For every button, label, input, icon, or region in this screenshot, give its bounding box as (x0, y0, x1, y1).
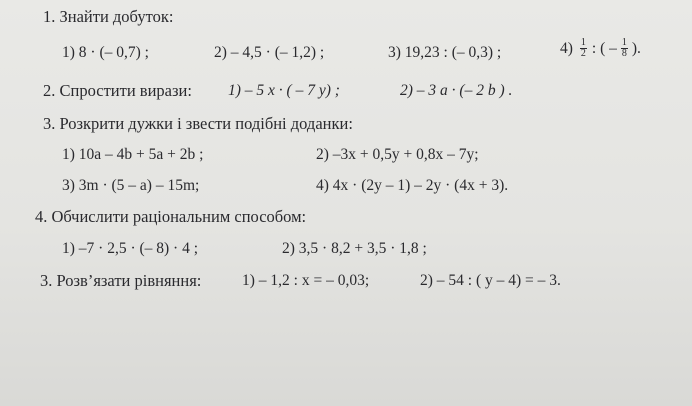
fraction-numerator: 1 (580, 37, 586, 48)
task-1-item-4-prefix: 4) (560, 39, 573, 57)
task-1-item-2: 2) – 4,5 · (– 1,2) ; (214, 44, 325, 61)
task-5-item-1: 1) – 1,2 : x = – 0,03; (242, 272, 370, 289)
task-4-item-2: 2) 3,5 · 8,2 + 3,5 · 1,8 ; (282, 240, 427, 257)
fraction-denominator: 2 (580, 48, 586, 59)
task-1-item-4-middle: : ( – (591, 39, 617, 57)
task-5-title: 3. Розв’язати рівняння: (40, 271, 202, 290)
task-1-item-4 (560, 38, 641, 59)
task-2-title: 2. Спростити вирази: (43, 81, 192, 100)
task-3-item-4: 4) 4x · (2y – 1) – 2y · (4x + 3). (316, 177, 509, 194)
task-1-item-4-end: ). (631, 39, 641, 57)
task-1-item-3: 3) 19,23 : (– 0,3) ; (388, 44, 502, 61)
task-1-item-1: 1) 8 · (– 0,7) ; (62, 44, 149, 61)
fraction-one-half (580, 38, 587, 59)
task-5-item-2: 2) – 54 : ( y – 4) = – 3. (420, 272, 561, 289)
task-3-title: 3. Розкрити дужки і звести подібні доданки: (43, 114, 353, 133)
fraction-numerator: 1 (621, 37, 627, 48)
task-4-item-1: 1) –7 · 2,5 · (– 8) · 4 ; (62, 240, 199, 257)
fraction-one-eighth (621, 38, 628, 59)
task-2-item-1: 1) – 5 x · ( – 7 y) ; (228, 82, 340, 99)
task-1-title: 1. Знайти добуток: (43, 7, 174, 26)
task-3-item-3: 3) 3m · (5 – a) – 15m; (62, 177, 200, 194)
task-2-item-2: 2) – 3 a · (– 2 b ) . (400, 82, 513, 99)
task-3-item-1: 1) 10a – 4b + 5a + 2b ; (62, 146, 204, 163)
task-3-item-2: 2) –3x + 0,5y + 0,8x – 7y; (316, 146, 479, 163)
fraction-denominator: 8 (621, 48, 627, 59)
task-4-title: 4. Обчислити раціональним способом: (35, 207, 307, 226)
